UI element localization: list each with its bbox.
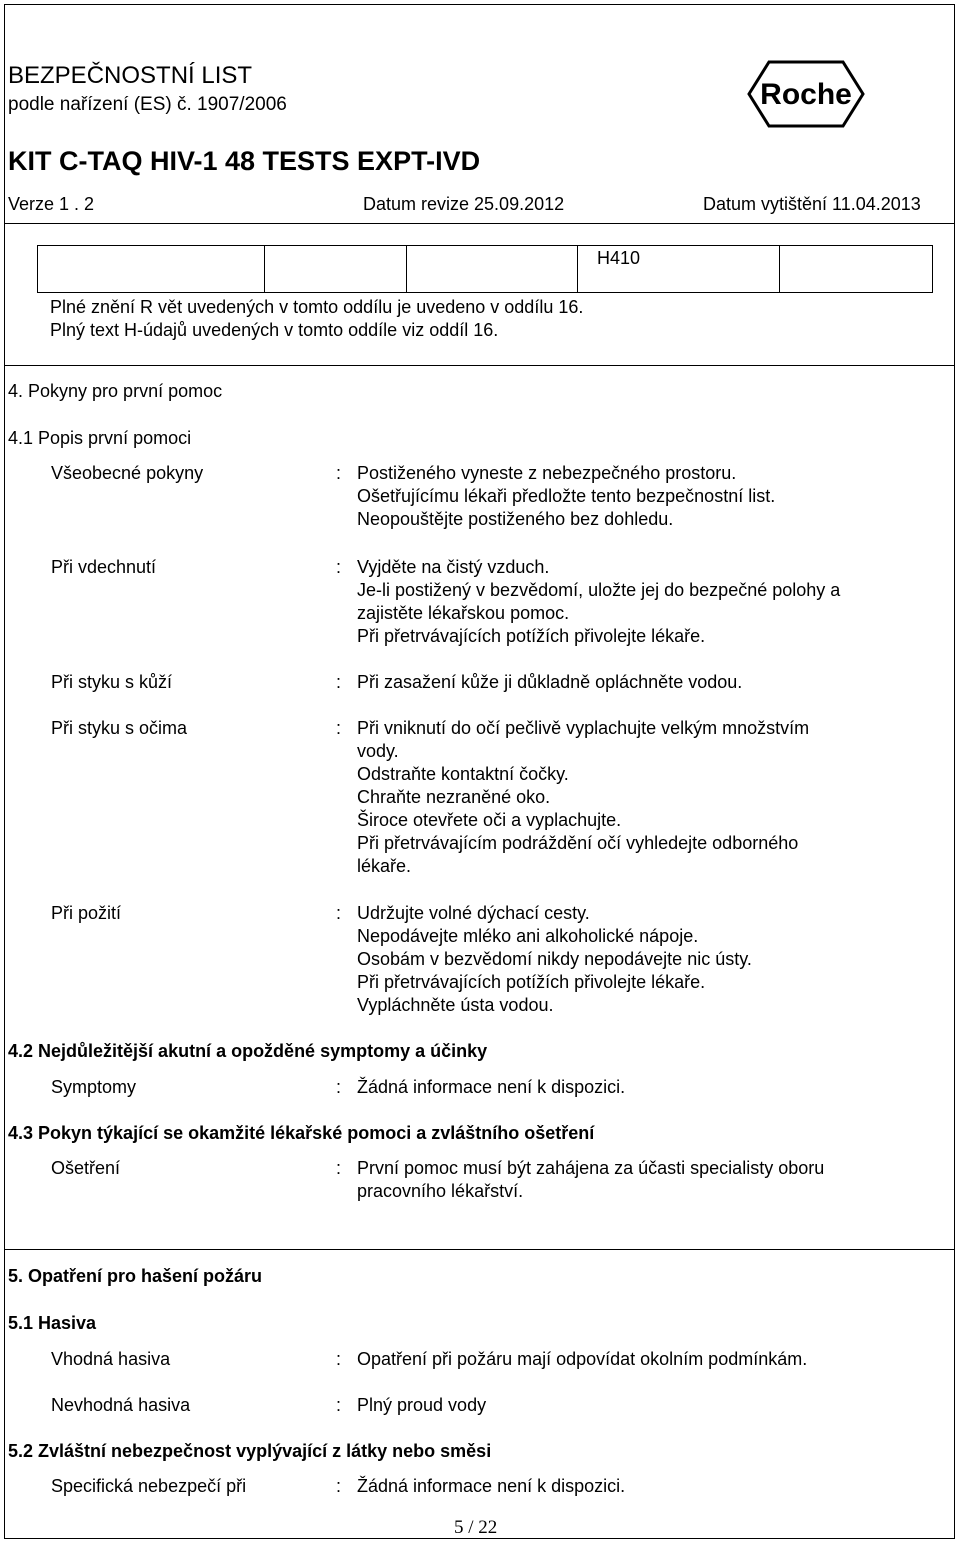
- row-value: Plný proud vody: [357, 1395, 487, 1415]
- page-number: 5 / 22: [454, 1517, 498, 1538]
- section-4-3-title: 4.3 Pokyn týkající se okamžité lékařské pomoci a zvláštního ošetření: [8, 1123, 595, 1143]
- section-5-2-title: 5.2 Zvláštní nebezpečnost vyplývající z látky nebo směsi: [8, 1441, 492, 1461]
- colon: :: [336, 903, 342, 923]
- row-label: Nevhodná hasiva: [51, 1395, 191, 1415]
- row-label: Ošetření: [51, 1158, 121, 1178]
- colon: :: [336, 718, 342, 738]
- row-value: Při zasažení kůže ji důkladně opláchněte vodou.: [357, 672, 743, 692]
- row-value: Žádná informace není k dispozici.: [357, 1476, 626, 1496]
- row-label: Symptomy: [51, 1077, 137, 1097]
- row-value: Opatření při požáru mají odpovídat okolním podmínkám.: [357, 1349, 808, 1369]
- colon: :: [336, 1077, 342, 1097]
- note-r-phrases: Plné znění R vět uvedených v tomto oddílu je uvedeno v oddílu 16.: [50, 297, 584, 317]
- hazard-table-cell: H410: [577, 245, 780, 293]
- header-divider: [4, 223, 955, 224]
- product-name: KIT C-TAQ HIV-1 48 TESTS EXPT-IVD: [8, 146, 481, 176]
- regulation-reference: podle nařízení (ES) č. 1907/2006: [8, 94, 287, 115]
- row-label: Vhodná hasiva: [51, 1349, 171, 1369]
- roche-logo: [747, 60, 865, 128]
- print-date: Datum vytištění 11.04.2013: [703, 194, 921, 214]
- hazard-table-cell: [406, 245, 578, 293]
- colon: :: [336, 672, 342, 692]
- section-5-title: 5. Opatření pro hašení požáru: [8, 1266, 263, 1286]
- note-h-statements: Plný text H-údajů uvedených v tomto oddíle viz oddíl 16.: [50, 320, 499, 340]
- section-4-title: 4. Pokyny pro první pomoc: [8, 381, 223, 401]
- row-value: Postiženého vyneste z nebezpečného prostoru. Ošetřujícímu lékaři předložte tento bezpečnostní list. Neopouštějte postiženého bez dohledu.: [357, 463, 776, 529]
- colon: :: [336, 1158, 342, 1178]
- hazard-table-cell: [37, 245, 265, 293]
- row-label: Všeobecné pokyny: [51, 463, 204, 483]
- row-label: Při požití: [51, 903, 122, 923]
- section-4-2-title: 4.2 Nejdůležitější akutní a opožděné symptomy a účinky: [8, 1041, 488, 1061]
- colon: :: [336, 1476, 342, 1496]
- section-divider: [4, 365, 955, 366]
- row-value: Při vniknutí do očí pečlivě vyplachujte velkým množstvím vody. Odstraňte kontaktní čočky. Chraňte nezraněné oko. Široce otevřete oči a vyplachujte. Při přetrvávajícím podráždění očí vyhledejte odborného lékaře.: [357, 718, 810, 876]
- hazard-table-cell: [779, 245, 933, 293]
- logo-text: Roche: [760, 78, 852, 111]
- row-value: První pomoc musí být zahájena za účasti specialisty oboru pracovního lékařství.: [357, 1158, 825, 1201]
- colon: :: [336, 1349, 342, 1369]
- row-label: Při vdechnutí: [51, 557, 157, 577]
- row-value: Žádná informace není k dispozici.: [357, 1077, 626, 1097]
- section-4-1-title: 4.1 Popis první pomoci: [8, 428, 192, 448]
- revision-date: Datum revize 25.09.2012: [363, 194, 565, 214]
- colon: :: [336, 1395, 342, 1415]
- section-divider: [4, 1249, 955, 1250]
- row-label: Při styku s kůží: [51, 672, 173, 692]
- row-label: Specifická nebezpečí při: [51, 1476, 247, 1496]
- colon: :: [336, 557, 342, 577]
- section-5-1-title: 5.1 Hasiva: [8, 1313, 97, 1333]
- row-value: Vyjděte na čistý vzduch. Je-li postižený v bezvědomí, uložte jej do bezpečné polohy a zajistěte lékařskou pomoc. Při přetrvávajících potížích přivolejte lékaře.: [357, 557, 841, 646]
- row-label: Při styku s očima: [51, 718, 188, 738]
- row-value: Udržujte volné dýchací cesty. Nepodávejte mléko ani alkoholické nápoje. Osobám v bezvědomí nikdy nepodávejte nic ústy. Při přetrvávajících potížích přivolejte lékaře. Vypláchněte ústa vodou.: [357, 903, 752, 1015]
- document-title: BEZPEČNOSTNÍ LIST: [8, 62, 253, 89]
- colon: :: [336, 463, 342, 483]
- hazard-table-cell: [264, 245, 407, 293]
- version-info: Verze 1 . 2: [8, 194, 95, 214]
